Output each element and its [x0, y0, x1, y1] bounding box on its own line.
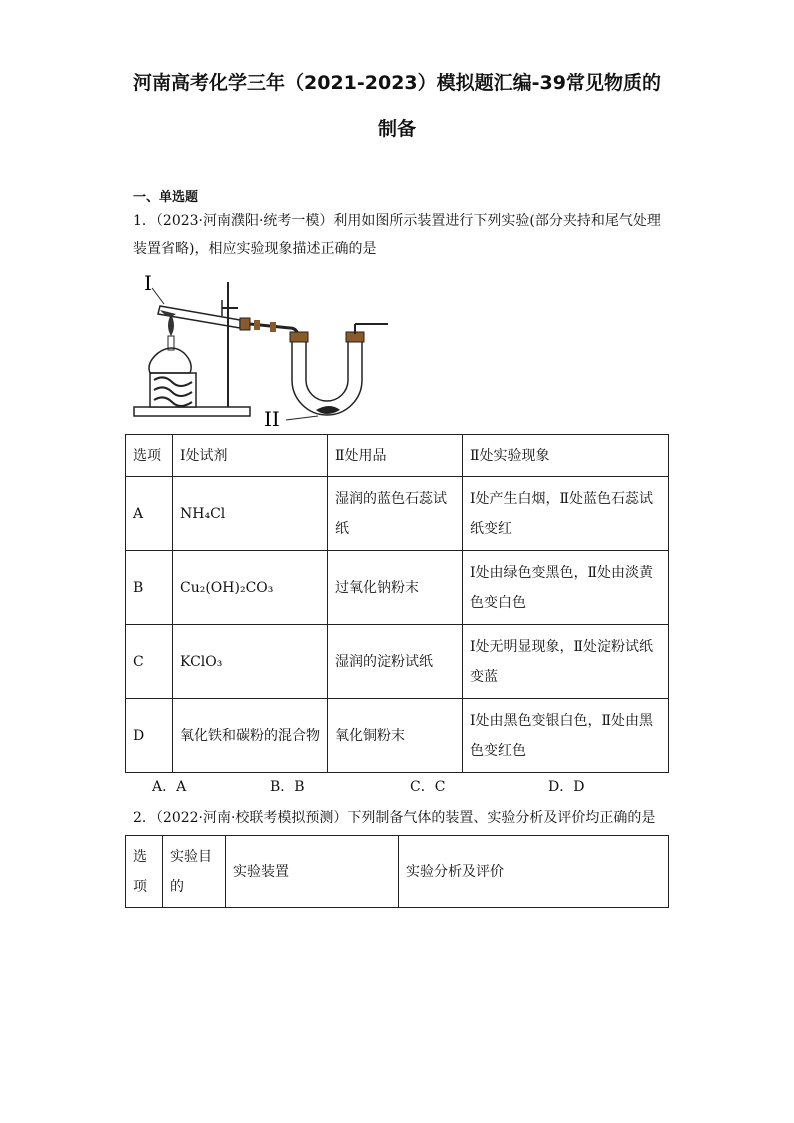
question-2-table [125, 835, 669, 908]
row-item: 湿润的淀粉试纸 [328, 625, 463, 699]
label-I: I [144, 271, 152, 295]
row-reagent: Cu₂(OH)₂CO₃ [173, 551, 328, 625]
question-1-text: 1．（2023·河南濮阳·统考一模）利用如图所示装置进行下列实验(部分夹持和尾气处理装置省略)，相应实验现象描述正确的是 [133, 213, 661, 257]
page-title: 河南高考化学三年（2021-2023）模拟题汇编-39常见物质的 [133, 72, 661, 94]
page-title-continued: 制备 [377, 118, 416, 140]
header-analysis: 实验分析及评价 [399, 836, 669, 908]
question-1-table [125, 434, 669, 773]
header-purpose: 实验目的 [163, 836, 226, 908]
option-b[interactable]: B．B [270, 779, 305, 795]
row-option: D [126, 699, 173, 773]
row-reagent: 氧化铁和碳粉的混合物 [173, 699, 328, 773]
question-2-text: 2．（2022·河南·校联考模拟预测）下列制备气体的装置、实验分析及评价均正确的是 [133, 810, 656, 826]
row-item: 过氧化钠粉末 [328, 551, 463, 625]
row-item: 氧化铜粉末 [328, 699, 463, 773]
row-phenomenon: Ⅰ处无明显现象，Ⅱ处淀粉试纸变蓝 [463, 625, 669, 699]
option-c[interactable]: C．C [410, 779, 446, 795]
row-option: A [126, 477, 173, 551]
header-phenomenon: Ⅱ处实验现象 [463, 435, 669, 477]
header-apparatus: 实验装置 [226, 836, 399, 908]
apparatus-figure [130, 270, 400, 430]
header-option: 选项 [126, 435, 173, 477]
header-reagent: Ⅰ处试剂 [173, 435, 328, 477]
header-item: Ⅱ处用品 [328, 435, 463, 477]
row-item: 湿润的蓝色石蕊试纸 [328, 477, 463, 551]
row-phenomenon: Ⅰ处由黑色变银白色，Ⅱ处由黑色变红色 [463, 699, 669, 773]
row-reagent: KClO₃ [173, 625, 328, 699]
row-option: C [126, 625, 173, 699]
option-a[interactable]: A．A [152, 779, 187, 795]
row-phenomenon: Ⅰ处由绿色变黑色，Ⅱ处由淡黄色变白色 [463, 551, 669, 625]
row-reagent: NH₄Cl [173, 477, 328, 551]
row-option: B [126, 551, 173, 625]
header-option: 选项 [126, 836, 163, 908]
label-II: II [264, 407, 280, 430]
option-d[interactable]: D．D [548, 779, 585, 795]
section-heading: 一、单选题 [133, 190, 199, 205]
row-phenomenon: Ⅰ处产生白烟，Ⅱ处蓝色石蕊试纸变红 [463, 477, 669, 551]
